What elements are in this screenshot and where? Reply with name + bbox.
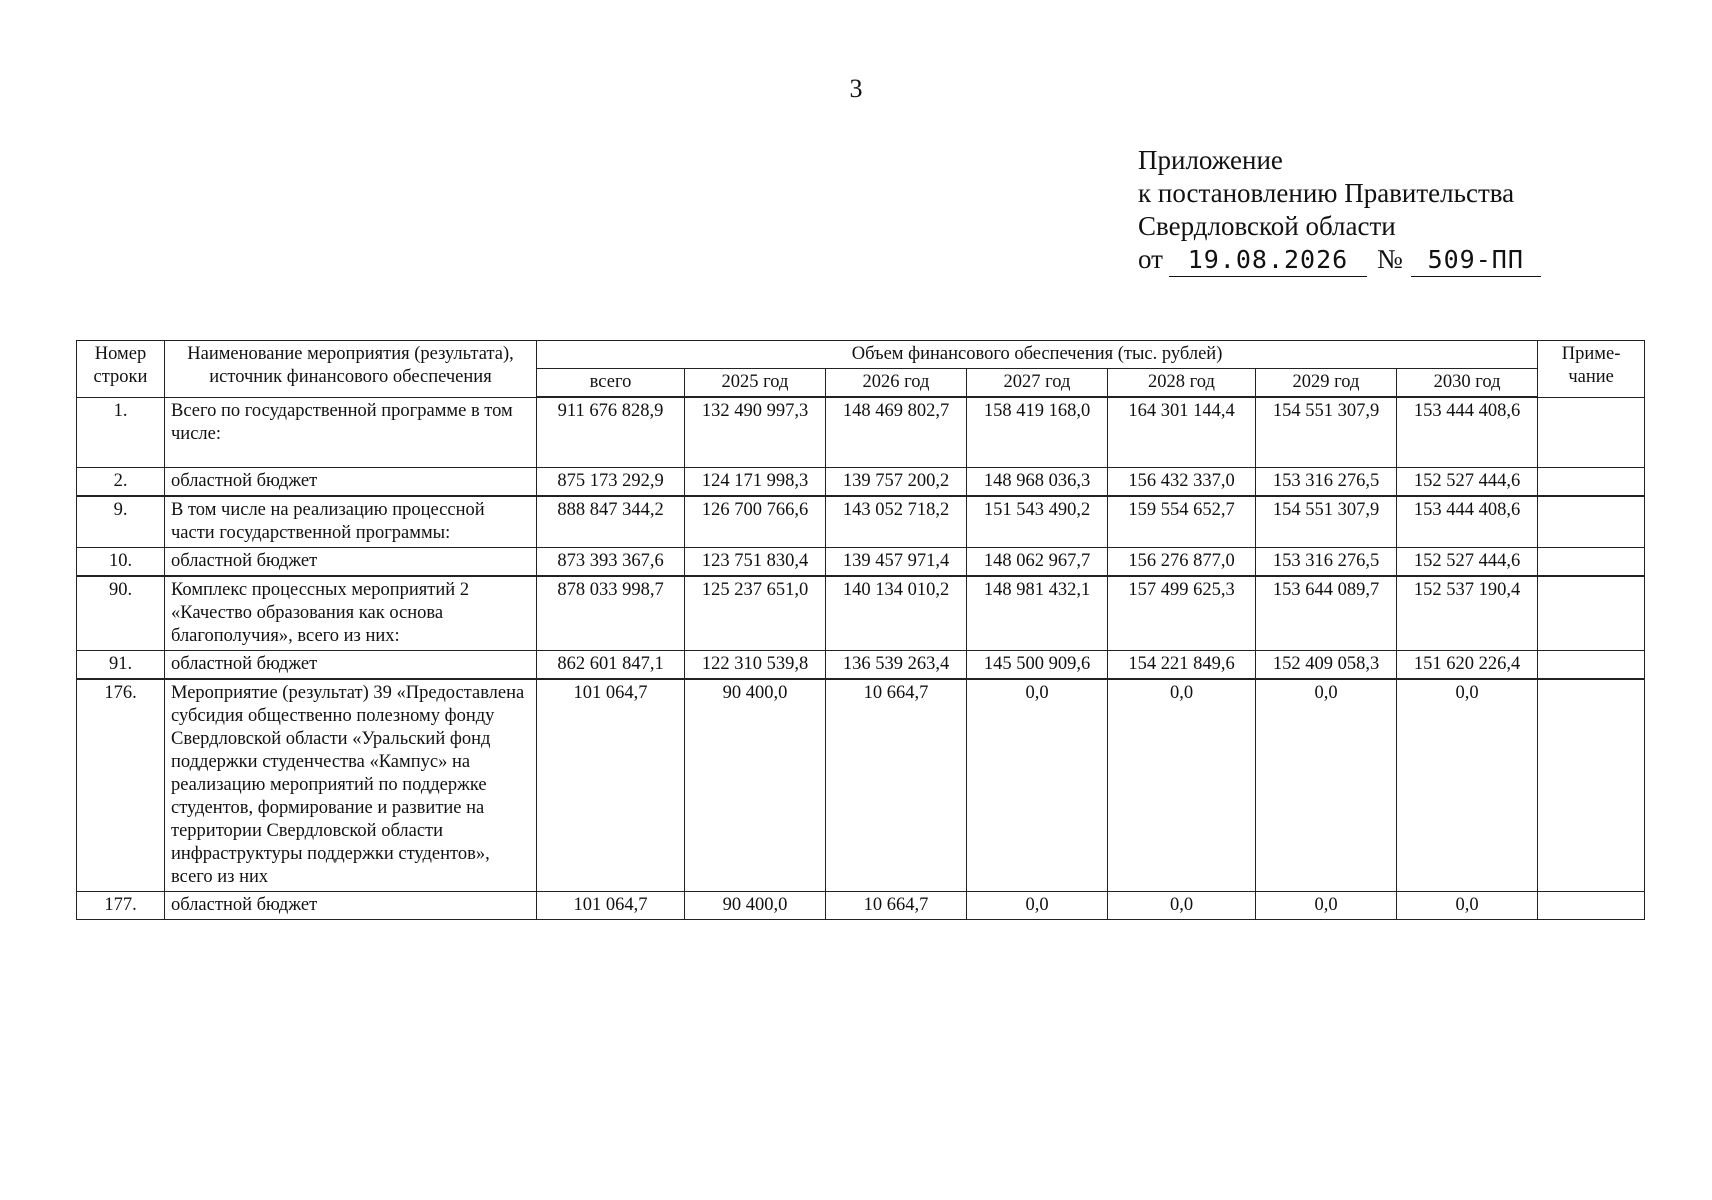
value-2030: 152 537 190,4 (1397, 576, 1538, 651)
header-year-2025: 2025 год (685, 369, 826, 398)
value-total: 911 676 828,9 (537, 397, 685, 467)
value-total: 101 064,7 (537, 891, 685, 919)
table-row (77, 467, 1645, 496)
value-2030: 0,0 (1397, 679, 1538, 892)
table-row (77, 496, 1645, 548)
resolution-date: 19.08.2026 (1169, 243, 1367, 276)
value-2028: 154 221 849,6 (1108, 650, 1256, 679)
date-prefix: от (1138, 244, 1163, 274)
row-name: областной бюджет (165, 547, 537, 576)
row-number: 91. (77, 650, 165, 679)
row-note (1538, 891, 1645, 919)
value-2029: 154 551 307,9 (1256, 397, 1397, 467)
row-name: областной бюджет (165, 467, 537, 496)
table-body (77, 397, 1645, 919)
row-note (1538, 397, 1645, 467)
resolution-number: 509-ПП (1411, 243, 1541, 276)
value-2025: 124 171 998,3 (685, 467, 826, 496)
value-2028: 0,0 (1108, 891, 1256, 919)
value-2029: 154 551 307,9 (1256, 496, 1397, 548)
value-total: 862 601 847,1 (537, 650, 685, 679)
number-prefix: № (1376, 244, 1403, 274)
value-2026: 139 457 971,4 (826, 547, 967, 576)
value-2028: 164 301 144,4 (1108, 397, 1256, 467)
value-2026: 148 469 802,7 (826, 397, 967, 467)
header-year-2030: 2030 год (1397, 369, 1538, 398)
value-2029: 0,0 (1256, 679, 1397, 892)
value-2027: 0,0 (967, 679, 1108, 892)
appendix-block (1138, 144, 1541, 279)
value-2028: 157 499 625,3 (1108, 576, 1256, 651)
value-2027: 158 419 168,0 (967, 397, 1108, 467)
table-row (77, 679, 1645, 892)
value-2025: 125 237 651,0 (685, 576, 826, 651)
financing-table (76, 340, 1645, 920)
row-name: областной бюджет (165, 650, 537, 679)
value-2030: 0,0 (1397, 891, 1538, 919)
value-total: 873 393 367,6 (537, 547, 685, 576)
value-total: 878 033 998,7 (537, 576, 685, 651)
row-number: 9. (77, 496, 165, 548)
row-note (1538, 650, 1645, 679)
value-2030: 152 527 444,6 (1397, 467, 1538, 496)
row-number: 2. (77, 467, 165, 496)
header-year-2027: 2027 год (967, 369, 1108, 398)
value-2025: 90 400,0 (685, 891, 826, 919)
value-2027: 148 062 967,7 (967, 547, 1108, 576)
value-2027: 148 981 432,1 (967, 576, 1108, 651)
row-name: областной бюджет (165, 891, 537, 919)
header-note: Приме-чание (1538, 341, 1645, 398)
value-2026: 10 664,7 (826, 891, 967, 919)
value-2029: 152 409 058,3 (1256, 650, 1397, 679)
value-2025: 126 700 766,6 (685, 496, 826, 548)
value-2026: 139 757 200,2 (826, 467, 967, 496)
value-2029: 153 316 276,5 (1256, 547, 1397, 576)
header-total: всего (537, 369, 685, 398)
value-2026: 143 052 718,2 (826, 496, 967, 548)
value-2026: 10 664,7 (826, 679, 967, 892)
table-row (77, 891, 1645, 919)
appendix-line-resolution: к постановлению Правительства (1138, 178, 1515, 208)
value-total: 888 847 344,2 (537, 496, 685, 548)
value-2027: 151 543 490,2 (967, 496, 1108, 548)
header-year-2028: 2028 год (1108, 369, 1256, 398)
value-2030: 152 527 444,6 (1397, 547, 1538, 576)
table-header (77, 341, 1645, 398)
header-name: Наименование мероприятия (результата), источник финансового обеспечения (165, 341, 537, 398)
value-2030: 153 444 408,6 (1397, 397, 1538, 467)
row-note (1538, 547, 1645, 576)
row-note (1538, 496, 1645, 548)
row-name: Комплекс процессных мероприятий 2 «Качество образования как основа благополучия», всего из них: (165, 576, 537, 651)
value-2027: 148 968 036,3 (967, 467, 1108, 496)
value-2029: 153 644 089,7 (1256, 576, 1397, 651)
value-2027: 145 500 909,6 (967, 650, 1108, 679)
appendix-line-region: Свердловской области (1138, 211, 1396, 241)
value-2030: 153 444 408,6 (1397, 496, 1538, 548)
value-2028: 156 432 337,0 (1108, 467, 1256, 496)
row-note (1538, 679, 1645, 892)
table-row (77, 547, 1645, 576)
row-name: Мероприятие (результат) 39 «Предоставлена субсидия общественно полезному фонду Свердловской области «Уральский фонд поддержки студенчества «Кампус» на реализацию мероприятий по поддержке студентов, формирование и развитие на территории Свердловской области инфраструктуры поддержки студентов», всего из них (165, 679, 537, 892)
row-number: 177. (77, 891, 165, 919)
value-2029: 0,0 (1256, 891, 1397, 919)
value-2028: 0,0 (1108, 679, 1256, 892)
table-row (77, 650, 1645, 679)
row-number: 90. (77, 576, 165, 651)
header-row-number: Номер строки (77, 341, 165, 398)
table-row (77, 397, 1645, 467)
value-total: 101 064,7 (537, 679, 685, 892)
row-number: 176. (77, 679, 165, 892)
header-year-2026: 2026 год (826, 369, 967, 398)
value-2025: 122 310 539,8 (685, 650, 826, 679)
row-number: 1. (77, 397, 165, 467)
appendix-signature-line (1138, 243, 1541, 279)
value-2025: 90 400,0 (685, 679, 826, 892)
value-2028: 156 276 877,0 (1108, 547, 1256, 576)
row-note (1538, 576, 1645, 651)
header-year-2029: 2029 год (1256, 369, 1397, 398)
value-total: 875 173 292,9 (537, 467, 685, 496)
value-2026: 136 539 263,4 (826, 650, 967, 679)
value-2030: 151 620 226,4 (1397, 650, 1538, 679)
row-name: Всего по государственной программе в том числе: (165, 397, 537, 467)
table-row (77, 576, 1645, 651)
page-number: 3 (849, 74, 863, 103)
appendix-title: Приложение (1138, 145, 1283, 175)
row-note (1538, 467, 1645, 496)
value-2026: 140 134 010,2 (826, 576, 967, 651)
row-name: В том числе на реализацию процессной части государственной программы: (165, 496, 537, 548)
header-volume: Объем финансового обеспечения (тыс. рублей) (537, 341, 1538, 369)
value-2029: 153 316 276,5 (1256, 467, 1397, 496)
value-2025: 132 490 997,3 (685, 397, 826, 467)
value-2027: 0,0 (967, 891, 1108, 919)
value-2025: 123 751 830,4 (685, 547, 826, 576)
row-number: 10. (77, 547, 165, 576)
value-2028: 159 554 652,7 (1108, 496, 1256, 548)
